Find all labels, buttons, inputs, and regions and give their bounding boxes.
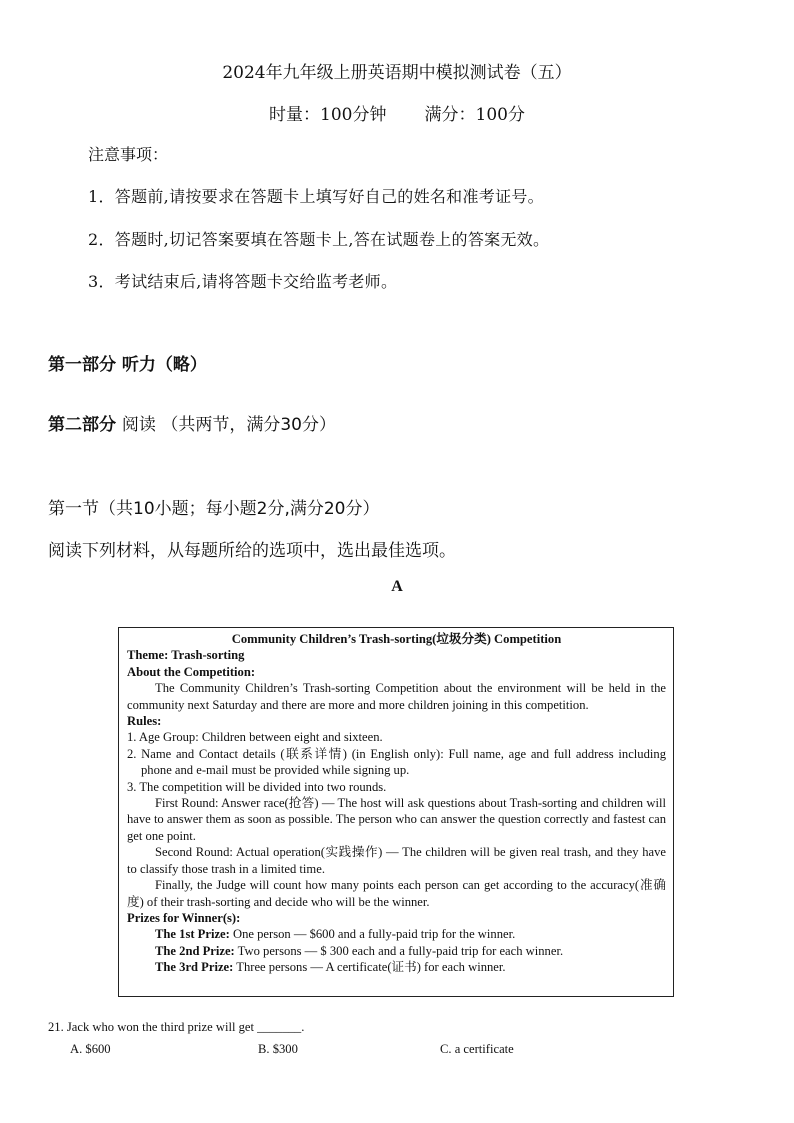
- prize-label: The 1st Prize:: [155, 927, 230, 942]
- notice-heading: 注意事项：: [88, 145, 169, 164]
- rule-item: 2. Name and Contact details (联系详情) (in English only): Full name, age and full address including phone and e-mail must be provided while signing up.: [127, 746, 666, 778]
- section-one-heading: 第一节（共10小题；每小题2分,满分20分）: [48, 499, 380, 519]
- prize-text: Three persons — A certificate(证书) for each winner.: [233, 960, 506, 975]
- notice-item: 2．答题时,切记答案要填在答题卡上,答在试题卷上的答案无效。: [88, 230, 550, 249]
- exam-info: [0, 100, 794, 125]
- prizes-heading: Prizes for Winner(s):: [127, 910, 241, 925]
- round-two-text: Second Round: Actual operation(实践操作) — The children will be given real trash, and they have to classify those trash in a limited time.: [127, 845, 666, 876]
- part-one-title: 听力（略）: [121, 355, 207, 375]
- prize-text: Two persons — $ 300 each and a fully-paid trip for each winner.: [234, 943, 564, 958]
- judging-text: Finally, the Judge will count how many points each person can get according to the accuracy(准确度) of their trash-sorting and decide who will be the winner.: [127, 878, 666, 909]
- notice-item: 1．答题前,请按要求在答题卡上填写好自己的姓名和准考证号。: [88, 187, 544, 206]
- prize-item: [127, 943, 666, 959]
- option-a[interactable]: A. $600: [70, 1042, 111, 1056]
- prize-item: [127, 959, 666, 975]
- prize-label: The 2nd Prize:: [155, 943, 235, 958]
- rules-heading: Rules:: [127, 714, 162, 729]
- section-instruction: 阅读下列材料，从每题所给的选项中，选出最佳选项。: [48, 541, 456, 561]
- round-one-text: First Round: Answer race(抢答) — The host will ask questions about Trash-sorting and children will have to answer them as soon as possible. The person who can answer the question correctly and fastest can get one point.: [127, 796, 666, 843]
- part-one-heading: [48, 350, 207, 375]
- part-two-heading: [48, 410, 336, 435]
- part-one-label: 第一部分: [48, 355, 116, 375]
- passage-box: [118, 627, 674, 997]
- notice-item: 3．考试结束后,请将答题卡交给监考老师。: [88, 272, 398, 291]
- option-c[interactable]: C. a certificate: [440, 1042, 514, 1056]
- about-heading: About the Competition:: [127, 664, 256, 679]
- passage-letter: A: [391, 578, 403, 595]
- passage-theme: Theme: Trash-sorting: [127, 648, 245, 663]
- prize-text: One person — $600 and a fully-paid trip for the winner.: [229, 927, 516, 942]
- question-stem: 21. Jack who won the third prize will get _______.: [48, 1020, 305, 1034]
- part-two-label: 第二部分: [48, 415, 116, 435]
- exam-time: 时量：100分钟: [269, 105, 387, 125]
- exam-title: 2024年九年级上册英语期中模拟测试卷（五）: [222, 63, 572, 83]
- passage-title: Community Children’s Trash-sorting(垃圾分类) Competition: [231, 632, 562, 646]
- about-text: The Community Children’s Trash-sorting Competition about the environment will be held in the community next Saturday and there are more and more children joining in this competition.: [127, 681, 666, 712]
- exam-score: 满分：100分: [424, 105, 525, 125]
- rule-item: 1. Age Group: Children between eight and sixteen.: [127, 730, 383, 745]
- part-two-title: 阅读 （共两节，满分30分）: [121, 415, 336, 435]
- option-b[interactable]: B. $300: [258, 1042, 298, 1056]
- prize-label: The 3rd Prize:: [155, 960, 234, 975]
- prize-item: [127, 926, 666, 942]
- rule-item: 3. The competition will be divided into two rounds.: [127, 779, 387, 794]
